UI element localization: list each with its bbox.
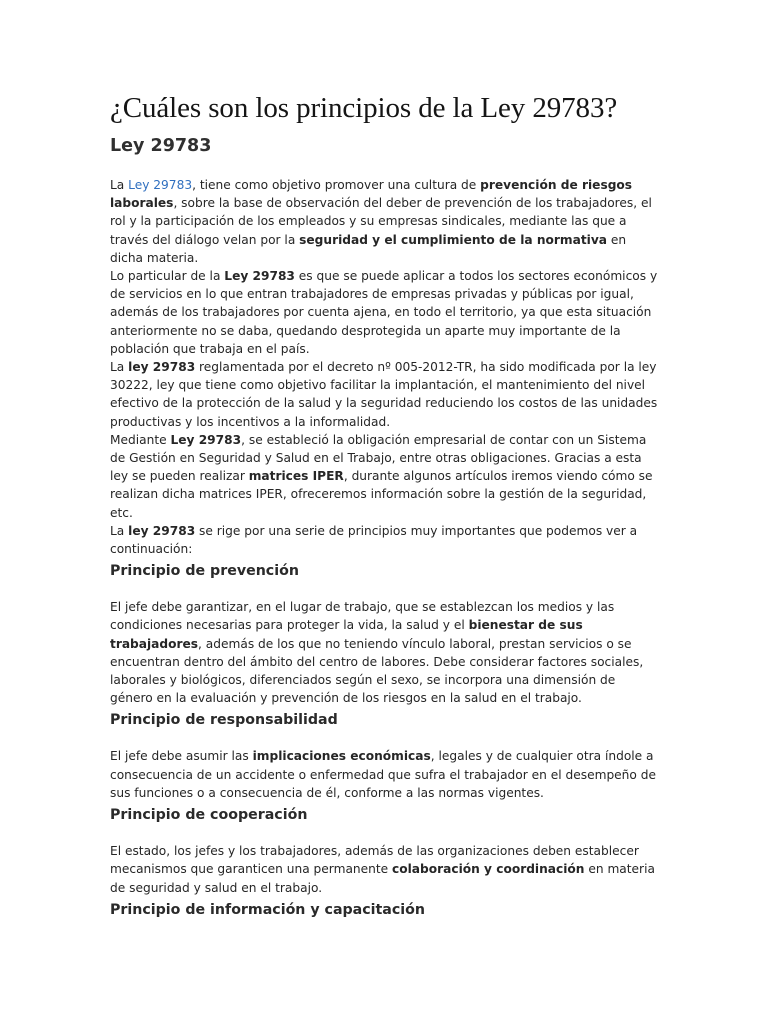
bold-run: prevención de riesgos laborales xyxy=(110,178,633,211)
text-run: El jefe debe garantizar, en el lugar de trabajo, que se establezcan los medios y las condiciones necesarias para proteger la vida, la salud y el xyxy=(110,600,615,633)
heading-principio-informacion: Principio de información y capacitación xyxy=(110,901,425,918)
heading-principio-responsabilidad: Principio de responsabilidad xyxy=(110,712,338,729)
bold-run: seguridad y el cumplimiento de la normativa xyxy=(299,232,608,247)
intro-paragraph-4 xyxy=(110,431,660,522)
bold-run: bienestar de sus trabajadores xyxy=(110,618,583,651)
text-run: se rige por una serie de principios muy importantes que podemos ver a continuación: xyxy=(110,523,638,557)
bold-run: ley 29783 xyxy=(128,523,196,538)
bold-run: ley 29783 xyxy=(128,360,196,375)
intro-paragraph-5 xyxy=(110,522,660,558)
document-page xyxy=(110,88,660,921)
intro-paragraph-2 xyxy=(110,267,660,358)
bold-run: Ley 29783 xyxy=(224,269,295,284)
intro-paragraph-1 xyxy=(110,176,660,267)
paragraph-cooperacion xyxy=(110,842,660,897)
text-run: en materia de seguridad y salud en el trabajo. xyxy=(110,862,655,895)
text-run: El jefe debe asumir las xyxy=(110,749,253,764)
text-run: , se estableció la obligación empresarial de contar con un Sistema de Gestión en Seguridad y Salud en el Trabajo, entre otras obligaciones. Gracias a esta ley se pueden realizar xyxy=(110,432,647,484)
text-run: , sobre la base de observación del deber de prevención de los trabajadores, el rol y la participación de los empleados y su empresas sindicales, mediante las que a través del diálogo velan por la xyxy=(110,196,652,247)
text-run: es que se puede aplicar a todos los sectores económicos y de servicios en lo que entran trabajadores de empresas privadas y públicas por igual, además de los trabajadores por cuenta ajena, en todo el territorio, ya que esta situación anteriormente no se daba, quedando desprotegida un aparte muy importante de la población que trabaja en el país. xyxy=(110,269,658,356)
paragraph-responsabilidad xyxy=(110,747,660,802)
section-heading-ley: Ley 29783 xyxy=(110,136,212,156)
text-run: La xyxy=(110,523,129,538)
page-title: ¿Cuáles son los principios de la Ley 29783? xyxy=(110,92,618,124)
text-run: en dicha materia. xyxy=(110,232,627,265)
text-run: La xyxy=(110,178,129,192)
text-run: , además de los que no teniendo vínculo laboral, prestan servicios o se encuentran dentro del ámbito del centro de labores. Debe considerar factores sociales, laborales y biológicos, diferenciados según el sexo, se incorpora una dimensión de género en la evaluación y prevención de los riesgos en la salud en el trabajo. xyxy=(110,636,644,706)
bold-run: colaboración y coordinación xyxy=(392,862,585,877)
text-run: Lo particular de la xyxy=(110,269,225,284)
text-run: Mediante xyxy=(110,432,171,447)
ley-29783-link[interactable]: Ley 29783 xyxy=(128,178,193,192)
heading-principio-cooperacion: Principio de cooperación xyxy=(110,807,308,824)
text-run: , legales y de cualquier otra índole a consecuencia de un accidente o enfermedad que sufra el trabajador en el desempeño de sus funciones o a consecuencia de él, conforme a las normas vigentes. xyxy=(110,749,656,800)
bold-run: Ley 29783 xyxy=(170,432,242,447)
heading-principio-prevencion: Principio de prevención xyxy=(110,563,299,580)
text-run: El estado, los jefes y los trabajadores, además de las organizaciones deben establecer mecanismos que garanticen una permanente xyxy=(110,844,639,877)
text-run: , durante algunos artículos iremos viendo cómo se realizan dicha matrices IPER, ofreceremos información sobre la gestión de la seguridad, etc. xyxy=(110,469,653,520)
bold-run: implicaciones económicas xyxy=(252,749,431,764)
text-run: La xyxy=(110,360,129,375)
bold-run: matrices IPER xyxy=(248,469,344,484)
text-run: reglamentada por el decreto nº 005-2012-TR, ha sido modificada por la ley 30222, ley que tiene como objetivo facilitar la implantación, el mantenimiento del nivel efectivo de la protección de la salud y la seguridad reduciendo los costos de las unidades productivas y los incentivos a la informalidad. xyxy=(110,360,658,429)
text-run: , tiene como objetivo promover una cultura de xyxy=(192,178,481,192)
intro-paragraph-3 xyxy=(110,358,660,431)
paragraph-prevencion xyxy=(110,598,660,707)
